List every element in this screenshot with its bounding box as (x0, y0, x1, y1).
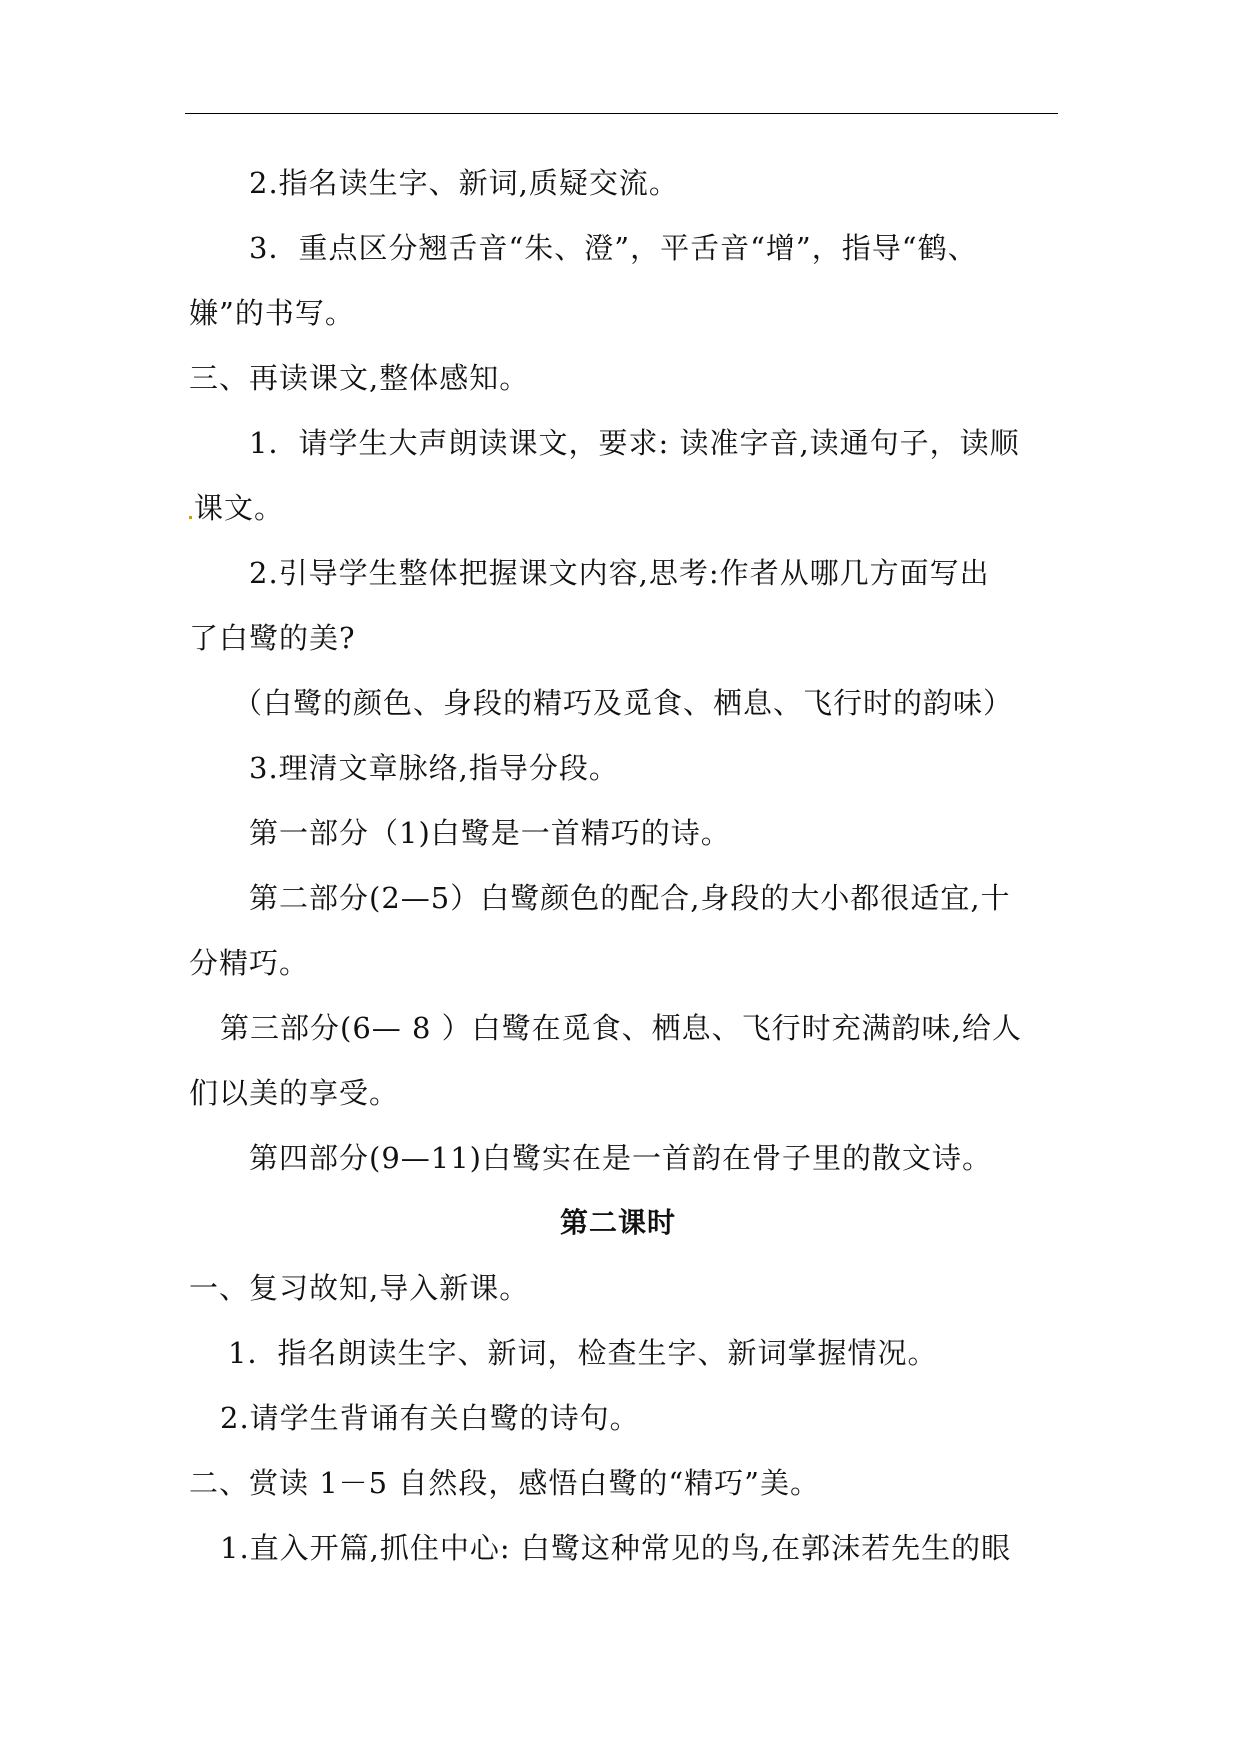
text-line-6: 课文。 (194, 491, 285, 525)
text-line-14: 第三部分(6— 8 ）白鹭在觅食、栖息、飞行时充满韵味,给人 (220, 1011, 1022, 1045)
text-line-22: 1.直入开篇,抓住中心: 白鹭这种常见的鸟,在郭沫若先生的眼 (220, 1531, 1012, 1565)
section-heading-3: 三、再读课文,整体感知。 (189, 361, 530, 395)
text-line-9: （白鹭的颜色、身段的精巧及觅食、栖息、飞行时的韵味） (233, 686, 1014, 720)
text-line-10: 3.理清文章脉络,指导分段。 (249, 751, 619, 785)
text-line-8: 了白鹭的美? (189, 621, 356, 655)
text-line-19: 1．指名朗读生字、新词，检查生字、新词掌握情况。 (228, 1336, 938, 1370)
text-line-2: 3．重点区分翘舌音“朱、澄”，平舌音“增”，指导“鹤、 (249, 231, 978, 265)
text-line-20: 2.请学生背诵有关白鹭的诗句。 (220, 1401, 640, 1435)
text-line-3: 嫌”的书写。 (189, 296, 355, 330)
text-line-13: 分精巧。 (189, 946, 310, 980)
text-line-16: 第四部分(9—11)白鹭实在是一首韵在骨子里的散文诗。 (249, 1141, 992, 1175)
text-line-7: 2.引导学生整体把握课文内容,思考:作者从哪几方面写出 (249, 556, 990, 590)
text-line-5: 1．请学生大声朗读课文，要求: 读准字音,读通句子，读顺 (249, 426, 1020, 460)
mark-dot (189, 516, 192, 519)
section-heading-2: 二、赏读 1－5 自然段，感悟白鹭的“精巧”美。 (189, 1466, 820, 1500)
text-line-11: 第一部分（1)白鹭是一首精巧的诗。 (249, 816, 731, 850)
text-line-1: 2.指名读生字、新词,质疑交流。 (249, 166, 679, 200)
header-rule (185, 113, 1058, 114)
section-heading-1: 一、复习故知,导入新课。 (189, 1271, 530, 1305)
lesson-heading: 第二课时 (560, 1206, 677, 1239)
text-line-12: 第二部分(2—5）白鹭颜色的配合,身段的大小都很适宜,十 (249, 881, 1011, 915)
text-line-15: 们以美的享受。 (189, 1076, 400, 1110)
